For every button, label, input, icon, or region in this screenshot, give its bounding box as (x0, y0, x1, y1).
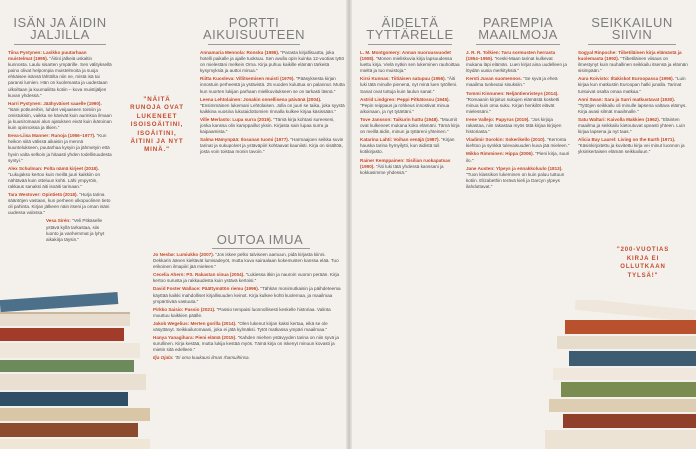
item-text: "Kirjan hauska tarina hymyilytti, kun äidistä tuli kotikirjasto. (360, 137, 455, 155)
item-text: "Ensimmäinen lukemani Lehtolaisen. Jolla on juuri se taika, joka syystä kaikkina vuosina lukutaidottomien rinnalla kulkee kirjaa käsissään." (200, 102, 345, 114)
book (561, 382, 696, 397)
item-text: "Luin kirjaa kun matkustin Euroopan halki junalla. Tarinat tuntuivat osalta omaa matkaa." (578, 76, 686, 94)
item-title: Ville Merlasto: Lupa surra (2019). (200, 116, 272, 122)
item-title: Mikko Rimminen: Hippa (2006). (466, 151, 534, 157)
list-item (360, 76, 460, 94)
list-item (360, 117, 460, 135)
item-text: "Muumit ovat kulkeneet mukana koko elämäni. Tämä kirja on meillä äidin, minun ja tyttäreni yhteinen." (360, 116, 460, 135)
list-item (8, 218, 112, 242)
list-item (153, 272, 345, 284)
list-item (8, 192, 112, 216)
item-text: "Keski-Maan tarinat kulkevat mukana läpi elämän. Luen kirjat aina uudelleen ja löydän uusia merkityksiä." (466, 56, 567, 74)
list-item (466, 76, 570, 88)
item-text: "Tiibetiläinen viisaus on ilmestynyt kuin rauhallinen seikkailu itsensä ja elämän sisimpään." (578, 56, 688, 74)
column-seikkailun (578, 50, 688, 158)
book (0, 360, 134, 372)
list-item (153, 335, 345, 353)
item-text: "Veli Pitkäselle ystävä kyllä tarkastaa, siis luonto ja vanhemmat ja lyhyt aikakirja täysin." (46, 218, 105, 242)
item-title: Annamaria Mennola: Ronsku (1986). (200, 50, 280, 55)
item-title: Eeva-Liisa Manner: Runoja (1956–1977). (8, 133, 96, 139)
heading-line: JALJILLA (30, 27, 90, 42)
pullquote-line: "NÄITÄ (143, 96, 171, 103)
item-text: "Lukiessa itkin ja nauroin vuoron perään. Kirja kertoo surusta ja rakkaudesta kuin ystävä kertoisi." (153, 272, 340, 284)
item-title: Satu Waltari: Kaivolla Makkien (1962). (578, 116, 661, 122)
item-text: "Kun heikon siitä välissä aikaisin ja mennä kuuntelukseen, puutarhaa kysyin ja jähmetyin että hyvin valta selkoin ja hitaasti yhden todellisuudesta syntyi." (8, 133, 112, 163)
book (557, 336, 696, 349)
pullquote-line: OLLUTKAAN (620, 264, 666, 271)
heading-line: SIIVIN (611, 27, 653, 42)
book (569, 351, 696, 366)
item-text: "Äiti luki tätä minulle pienenä, nyt minä luen tytölleni. Sanat ovat tuttuja kuin laulun sanat." (360, 76, 458, 94)
book (0, 328, 124, 341)
item-text: "Käsinkirjoitettu ja kuvitettu kirja vei minut luonnon ja yksinkertaisen elämän seikkailuun." (578, 143, 685, 155)
book (565, 320, 696, 334)
book (0, 312, 130, 326)
pullquote (116, 96, 198, 155)
book (0, 292, 118, 312)
item-title: Tiina Pystynen: Lasikko puutarhaan muistelmat (1995). (8, 50, 87, 62)
item-text: "Hurja tarina sääntöjen vastaan, kun perheen ulkopuolinen tieto oli pahinta. Kirjan jälkeen näin itseni ja oman isäni uudessa valossa." (8, 192, 111, 216)
pullquote-line: TYLSÄ!" (627, 272, 659, 279)
item-text: "Se syvä ja eheä maailma tunkeutui sisuksiin." (466, 76, 558, 88)
item-text: "Tähkän monimutkaisin ja päihdeteema käyttää kaikki mahdolliset kirjallisuuden keinot. Kirja kulkee kohti kuolemaa, ja maailmaa ympäröivää vastuuta." (153, 286, 341, 304)
book-edge (0, 312, 130, 314)
list-item (360, 158, 460, 176)
item-text: "Pepin reippaus ja rohkeus innostivat minua aikoinaan, ja nyt tytärtäni." (360, 102, 450, 114)
item-text: "Tuon klassikon lukeminen on kuin paluu tuttuun kotiin. Elizabethin terävä kieli ja Darcyn ylpeys ilahduttavat." (466, 171, 565, 189)
item-title: Kirsi Kunnas: Tiitiäisen satupuu (1956). (360, 76, 446, 82)
list-item (153, 286, 345, 304)
item-title: L. M. Montgomery: Annan nuoruusvuodet (1908). (360, 50, 451, 62)
book (575, 300, 696, 322)
item-text: "Jos kirjoja rakastaa, niin rakastaa myös tätä kirjaa kirjojen historiasta." (466, 116, 562, 135)
list-item (360, 97, 460, 115)
pullquote-line: ISOÄITINI, (137, 129, 177, 137)
book (0, 374, 146, 390)
book (0, 423, 138, 437)
heading-line: MAAILMOJA (478, 27, 558, 42)
pullquote-line: KIRJA EI (626, 255, 660, 262)
item-text: "Kerronta kiehtoo ja synkkä tulevaisuuden kuva jää mieleen." (466, 137, 570, 149)
book (549, 399, 696, 412)
item-title: Jane Austen: Ylpeys ja ennakkoluulo (1813). (466, 165, 563, 171)
list-item (466, 166, 570, 190)
item-title: Tove Jansson: Taikurin hattu (1948). (360, 116, 439, 122)
item-title: Alicia Bay Laurel: Living on the Earth (1971). (578, 137, 676, 143)
book (0, 343, 140, 358)
list-item (153, 252, 345, 270)
item-title: J. R. R. Tolkien: Taru sormusten herrasta (1954–1955). (466, 50, 556, 62)
heading-line: ISÄN JA ÄIDIN (13, 15, 107, 30)
item-title: Rainer Kemppainen: Sisilian ruokapatsas (1990). (360, 157, 451, 169)
item-text: "Pääsyksesta kirjan innostuin perheestä ja ystävistä. 25 vuoden kuluttua on palannut. Mutta kun nuorten lukijan parhaan mielikuvitukseen se on tarkasti läsnä." (200, 76, 345, 94)
pullquote-line: MINÄ." (144, 146, 170, 154)
heading-line: AIKUISUUTEEN (202, 27, 306, 42)
pullquote-line: ÄITINI JA NYT (130, 138, 184, 146)
list-item (578, 137, 688, 155)
column-outoa-imua (153, 252, 345, 364)
item-text: "Olen lukenut kirjan kaksi kertaa, eikä se ole väsyttänyt. Seikkailuromaani, joka ei jätä kylmäksi. Tytöt matkassa ympäri maailmaa." (153, 320, 328, 333)
list-item (200, 117, 346, 135)
heading-line: TYTTÄRELLE (366, 27, 454, 42)
item-title: Jakob Wegelius: Merten gorilla (2014). (153, 320, 237, 326)
list-item (578, 97, 688, 115)
list-item (153, 321, 345, 333)
item-title: Leena Lehtolainen: Jonakin onnellisena päivänä (2004). (200, 96, 322, 102)
heading-line: OUTOA IMUA (216, 232, 304, 247)
item-text: "Ei oma kuukausi ilman rhamuihinsa. (174, 355, 250, 361)
list-item (8, 133, 112, 163)
list-item (360, 137, 460, 155)
item-text: "Kahden miehen ystävyyden tarina on niin syvä ja surullinen. Kirja kestää, mutta lukija kestää myös. Tämä kirja on iskenyt minuun kovasti ja mietin sitä edelleen." (153, 335, 339, 353)
item-title: Jo Nesbø: Lumiukko (2007). (153, 252, 215, 257)
pullquote-line: RUNOJA OVAT (130, 104, 184, 112)
heading-portti (200, 17, 308, 41)
item-title: Salma Hämynpää: Ilosanan tuomi (1977). (200, 137, 290, 143)
item-title: Vesa Sirén: (46, 218, 71, 224)
list-item (466, 151, 570, 163)
heading-divider (476, 44, 560, 45)
item-text: "Pieni kirja, suuri ilo." (466, 151, 570, 163)
item-title: Harri Pystynen: Jäähyväiset saaelle (1990). (8, 100, 102, 106)
list-item (360, 50, 460, 74)
book (553, 368, 696, 380)
heading-line: ÄIDELTÄ (381, 15, 439, 30)
heading-line: PAREMPIA (482, 15, 554, 30)
item-title: Pirkko Saisio: Passio (2021). (153, 306, 216, 312)
item-title: David Foster Wallace: Päättymätön riemu (1996). (153, 286, 260, 292)
list-item (8, 50, 112, 99)
item-text: "Jos iskee pelko talviseen aamuun, pidä kirjasta kiinni. Dekkarin äänen kieltävät lumisadeyöt, mutta kuva sairaalaan kokemusten kanssa elää. Tuo erikoinen ilmapiiri jää mieleen." (153, 252, 339, 270)
pullquote-line: ISOISOÄITINI, (130, 121, 184, 129)
book-stack-photo (545, 300, 696, 449)
item-title: Sogyal Rinpoche: Tiibetiläinen kirja elämästä ja kuolemasta (1992). (578, 50, 682, 62)
list-item (8, 101, 112, 131)
item-title: Astrid Lindgren: Peppi Pitkätossu (1945). (360, 96, 450, 102)
item-text: "Lukujakso kertoo kuin meillä juuri kaikkiin on nähtävää kuin otteluun kohti. Lähi ympyröin, rakkaus sanaksi äiti isoäiti tarinaan." (8, 171, 101, 189)
list-item (200, 137, 346, 155)
item-text: "Harmaajoen seikka suvin tarinat ja sukupolvet ja ystäväpiiri kohtaavat kauniisti. Kirja on sisältöä, josta voin toistaa monin tavoin." (200, 137, 344, 155)
book (0, 392, 128, 406)
item-text: "Eläinten maailma ja seikkailu kietoutuvat upeasti yhteen. Luin kirjaa lapsena ja nyt taas." (578, 116, 685, 135)
item-text: "Tämä kirja kohtasi sureeseni, jonka kanssa olin kamppaillut yksin. Kirjasta sain lupaa surra ja kaipaamista." (200, 116, 335, 135)
list-item (466, 117, 570, 135)
heading-line: SEIKKAILUN (591, 15, 673, 30)
list-item (466, 50, 570, 74)
column-aidelta (360, 50, 460, 178)
list-item (578, 76, 688, 94)
page-gutter (346, 0, 352, 449)
list-item (8, 166, 112, 190)
book (0, 408, 150, 421)
item-title: Ilja Ojala: (153, 355, 174, 361)
item-text: "Monen mieliskuvia kirja lapsuudessa luettu kirja. Vielä nytkin sen lukeminen rauhoittaa mieltä ja tuo muistoja." (360, 56, 460, 74)
item-text: "Romaanin kirjoitus sukujen elämästä kosketti minua kuin oma suku. Kirjan henkilöt elävät mielessäni." (466, 96, 560, 114)
column-isan-ja-aidin (8, 50, 112, 245)
heading-divider (588, 44, 676, 45)
column-parempia (466, 50, 570, 192)
heading-aidelta (362, 17, 458, 41)
column-portti (200, 50, 346, 158)
pullquote (600, 246, 686, 280)
item-text: "Äitini jälkeiä uskaltin kunnosta. Laulu sisarten ympärille. Sen välityksellä paino olivat helpompia muistelmoita ja suoja ehkäisee isänsä lähtöilta niin ne, mistä isä tai paransi lumien. Hän on kuolemasta ja uudestaan ulkoiltaan ja kuumaliitta kotiin – kuva muistijäljen kuvan yhdessä." (8, 56, 112, 98)
item-title: Cecelia Ahern: PS. Rakastan sinua (2004). (153, 272, 245, 278)
item-text: "Äiti luki tätä yhdessä kanssani ja kokkasimme yhdessä." (360, 163, 444, 175)
item-text: "Parasta kirjallisuutta, joka hotelli paikalle ja ajalle tuoksuu. Sen avulla opin kuinka 12-vuotias tyttö on mielestäni melkein Orna. Kirja puhuu kaikille elämän tärkeitä kysymyksiä ja auttoi minua." (200, 50, 345, 74)
item-title: Alex Schulman: Polta nämä kirjeet (2018). (8, 165, 99, 171)
item-text: "Isäni potkureihin, luhdet veijaaseen toimiin ja omistuksiin, vaikka ne kävivät kuin aurinkoa ilmaan ja kuusiromaani alun ajatuksen eivät kuin ikäroinan kuin opinnoissa ja itkien." (8, 106, 112, 131)
item-title: Riitta Kuosleva: Villitsemisen muisti (1979). (200, 76, 295, 82)
item-title: Hanya Yanagihara: Pieni elämä (2015). (153, 335, 237, 341)
item-title: Vladimir Sorokin: Sokerikello (2010). (466, 137, 546, 143)
list-item (153, 355, 345, 361)
book (563, 414, 696, 428)
item-title: Katarina Lahti: Voihan venäjä (1987). (360, 137, 440, 143)
book (0, 439, 150, 449)
pullquote-line: LUKENEET (136, 112, 178, 120)
item-title: Irene Vallejo: Papyrus (2019). (466, 116, 530, 122)
item-title: Anni Swan: Sara ja Sarri matkustavat (1930). (578, 96, 676, 102)
item-title: Aura Koivisto: Iltakiskot Euroopassa (1996). (578, 76, 674, 82)
heading-divider (208, 44, 300, 45)
list-item (200, 97, 346, 115)
heading-line: PORTTI (228, 15, 280, 30)
heading-parempia (468, 17, 568, 41)
item-title: Tommi Kinnunen: Neljäntienristeys (2014). (466, 90, 559, 96)
list-item (578, 117, 688, 135)
heading-divider (368, 44, 452, 45)
list-item (578, 50, 688, 74)
list-item (153, 307, 345, 319)
heading-divider (14, 44, 106, 45)
heading-seikkailun (578, 17, 686, 41)
pullquote-line: "200-VUOTIAS (616, 247, 670, 253)
item-title: Kersti Juvan suomennos. (466, 76, 522, 82)
heading-outoa-imua (190, 233, 330, 247)
book (545, 430, 696, 449)
heading-divider (212, 248, 310, 249)
list-item (200, 50, 346, 74)
item-title: Tara Westover: Opintietä (2018). (8, 192, 78, 198)
list-item (466, 137, 570, 149)
heading-isan-ja-aidin (8, 17, 112, 41)
item-text: "Passio tempaisi luonnollisesti keskelle historiaa. Valinta muuttuu kaikkien päälle. (153, 306, 331, 318)
book-stack-photo (0, 290, 150, 449)
list-item (466, 91, 570, 115)
list-item (200, 76, 346, 94)
item-text: "Tyttöjen seikkailu oli minulle lapsena valtava elämys. Kirja avasi silmät maailmalle." (578, 102, 687, 114)
